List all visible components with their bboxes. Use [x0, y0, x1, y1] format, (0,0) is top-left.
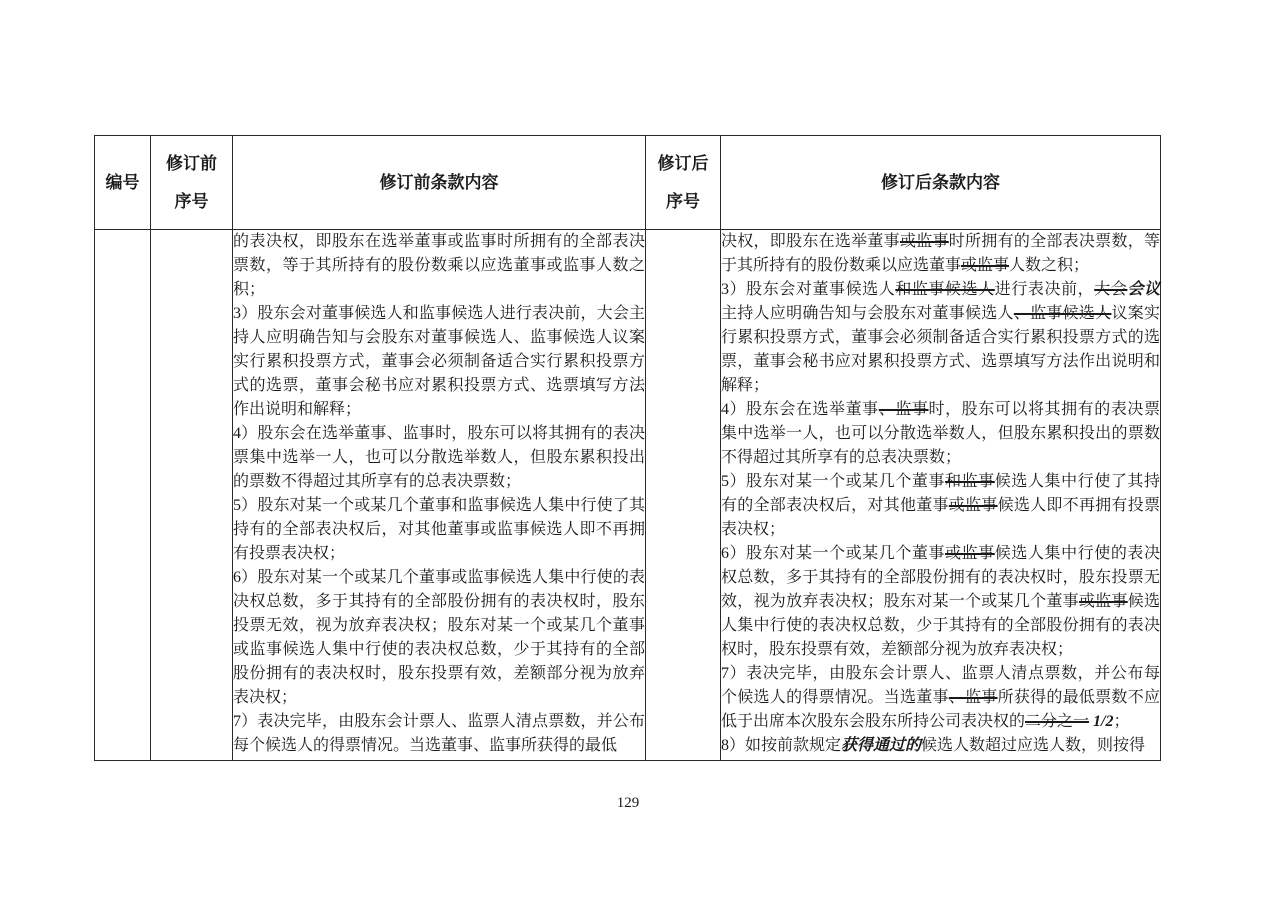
- clause-text: 进行表决前，: [994, 281, 1095, 298]
- clause-text: 4）股东会在选举董事: [721, 401, 879, 418]
- header-label-after-no-line1: 修订后: [657, 153, 709, 173]
- inserted-text: 获得通过的: [841, 737, 922, 754]
- clause-text: 所获得的最低票数不应低于出席本次股东会股东所持公司表决权的: [721, 689, 1160, 730]
- deleted-text: 、监事: [948, 689, 998, 706]
- table-header-row: [95, 136, 1161, 230]
- clause-paragraph: [721, 734, 1160, 758]
- cell-after-content: [721, 230, 1161, 761]
- clause-text: 4）股东会在选举董事、监事时，股东可以将其拥有的表决票集中选举一人，也可以分散选举数人，但股东累积投出的票数不得超过其所享有的总表决票数；: [233, 425, 645, 490]
- deleted-text: 和监事候选人: [895, 281, 995, 298]
- header-cell-before-no: [151, 136, 233, 230]
- deleted-text: 、监事候选人: [1013, 305, 1112, 322]
- clause-text: 候选人数超过应选人数，则按得: [921, 737, 1146, 754]
- clause-text: 候选人集中行使的表决权总数，少于其持有的全部股份拥有的表决权时，股东投票有效，差额部分视为放弃表决权；: [721, 593, 1160, 658]
- clause-text: 3）股东会对董事候选人: [721, 281, 896, 298]
- deleted-text: 或监事: [961, 257, 1010, 274]
- inserted-text: 1/2: [1093, 713, 1114, 730]
- clause-paragraph: [721, 278, 1160, 398]
- deleted-text: 或监事: [1078, 593, 1128, 610]
- clause-text: 候选人即不再拥有投票表决权；: [721, 497, 1160, 538]
- header-label-after-no-line2: 序号: [666, 191, 700, 211]
- clause-text: 候选人集中行使的表决权总数，多于其持有的全部股份拥有的表决权时，股东投票无效，视为放弃表决权；股东对某一个或某几个董事: [721, 545, 1160, 610]
- clause-paragraph: [721, 398, 1160, 470]
- clause-text: 6）股东对某一个或某几个董事: [721, 545, 946, 562]
- clause-text: 时所拥有的全部表决票数，等于其所持有的股份数乘以应选董事: [721, 233, 1160, 274]
- deleted-text: 或监事: [945, 545, 995, 562]
- cell-after-no: [646, 230, 721, 761]
- cell-id: [95, 230, 151, 761]
- deleted-text: 二分之一: [1025, 713, 1090, 730]
- clause-paragraph: [721, 230, 1160, 278]
- page-number: 129: [616, 795, 640, 811]
- clause-text: ；: [1113, 713, 1130, 730]
- clause-paragraph: [233, 494, 645, 566]
- header-cell-before-content: [233, 136, 646, 230]
- clause-text: 8）如按前款规定: [721, 737, 842, 754]
- deleted-text: 或监事: [899, 233, 949, 250]
- clause-paragraph: [233, 566, 645, 710]
- clause-paragraph: [233, 710, 645, 758]
- clause-paragraph: [721, 542, 1160, 662]
- clause-text: 5）股东对某一个或某几个董事: [721, 473, 946, 490]
- clause-text: 候选人集中行使了其持有的全部表决权后，对其他董事: [721, 473, 1160, 514]
- header-cell-id: [95, 136, 151, 230]
- deleted-text: 和监事: [945, 473, 995, 490]
- cell-before-content: [233, 230, 646, 761]
- clause-text: 7）表决完毕，由股东会计票人、监票人清点票数，并公布每个候选人的得票情况。当选董事、监事所获得的最低: [233, 713, 645, 754]
- clause-text: 人数之积；: [1009, 257, 1090, 274]
- cell-before-no: [151, 230, 233, 761]
- header-label-before-no-line1: 修订前: [166, 153, 217, 173]
- revision-comparison-table: [94, 135, 1161, 761]
- clause-paragraph: [721, 662, 1160, 734]
- header-label-before-content: 修订前条款内容: [379, 172, 499, 192]
- clause-text: 的表决权，即股东在选举董事或监事时所拥有的全部表决票数，等于其所持有的股份数乘以应选董事或监事人数之积；: [233, 233, 645, 298]
- clause-text: 时，股东可以将其拥有的表决票集中选举一人，也可以分散选举数人，但股东累积投出的票数不得超过其所享有的总表决票数；: [721, 401, 1160, 466]
- clause-text: 7）表决完毕，由股东会计票人、监票人清点票数，并公布每个候选人的得票情况。当选董事: [721, 665, 1160, 706]
- clause-paragraph: [233, 422, 645, 494]
- clause-text: 议案实行累积投票方式，董事会必须制备适合实行累积投票方式的选票，董事会秘书应对累积投票方式、选票填写方法作出说明和解释；: [721, 305, 1160, 394]
- clause-paragraph: [233, 302, 645, 422]
- clause-text: 3）股东会对董事候选人和监事候选人进行表决前，大会主持人应明确告知与会股东对董事候选人、监事候选人议案实行累积投票方式，董事会必须制备适合实行累积投票方式的选票，董事会秘书应对累积投票方式、选票填写方法作出说明和解释；: [233, 305, 645, 418]
- clause-text: 6）股东对某一个或某几个董事或监事候选人集中行使的表决权总数，多于其持有的全部股份拥有的表决权时，股东投票无效，视为放弃表决权；股东对某一个或某几个董事或监事候选人集中行使的表决权总数，少于其持有的全部股份拥有的表决权时，股东投票有效，差额部分视为放弃表决权；: [233, 569, 645, 706]
- table-content-row: [95, 230, 1161, 761]
- header-label-after-content: 修订后条款内容: [881, 172, 1000, 192]
- header-cell-after-no: [646, 136, 721, 230]
- header-label-before-no-line2: 序号: [174, 191, 209, 211]
- deleted-text: 、监事: [878, 401, 929, 418]
- deleted-text: 大会: [1094, 281, 1128, 298]
- clause-text: 决权，即股东在选举董事: [721, 233, 900, 250]
- clause-paragraph: [721, 470, 1160, 542]
- header-label-id: 编号: [105, 172, 140, 192]
- inserted-text: 会议: [1127, 281, 1160, 298]
- header-cell-after-content: [721, 136, 1161, 230]
- deleted-text: 或监事: [948, 497, 998, 514]
- clause-paragraph: [233, 230, 645, 302]
- clause-text: 5）股东对某一个或某几个董事和监事候选人集中行使了其持有的全部表决权后，对其他董事或监事候选人即不再拥有投票表决权；: [233, 497, 645, 562]
- clause-text: 主持人应明确告知与会股东对董事候选人: [721, 305, 1014, 322]
